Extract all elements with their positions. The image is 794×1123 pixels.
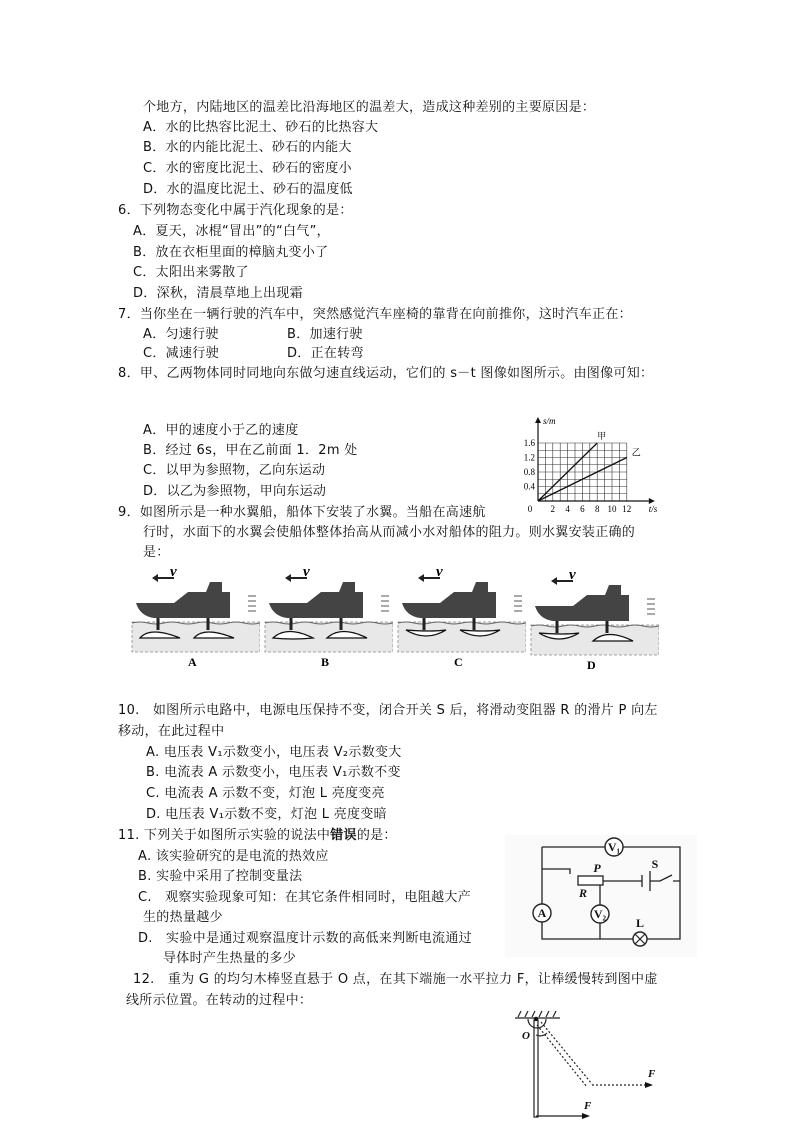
- q5-stem-continuation: 个地方，内陆地区的温差比沿海地区的温差大，造成这种差别的主要原因是：: [143, 100, 596, 115]
- q5-option-c: C．水的密度比泥土、砂石的密度小: [143, 161, 352, 176]
- lever-diagram: [470, 1005, 690, 1123]
- q9-stem: 9．如图所示是一种水翼船，船体下安装了水翼。当船在高速航: [118, 505, 486, 520]
- q9-stem-continuation: 行时，水面下的水翼会使船体整体抬高从而减小水对船体的阻力。则水翼安装正确的: [143, 525, 636, 540]
- x-axis-label: t/s: [648, 504, 658, 514]
- q11-option-c: C. 观察实验现象可知：在其它条件相同时，电阻越大产: [138, 890, 472, 905]
- q11-stem-emphasis: 错误: [330, 828, 357, 843]
- p-label: P: [593, 861, 601, 875]
- velocity-label: v: [436, 568, 443, 580]
- y-axis-arrow: [535, 417, 541, 423]
- q11-stem: [118, 827, 397, 845]
- q5-option-b: B．水的内能比泥土、砂石的内能大: [143, 140, 352, 155]
- q5-option-a: A．水的比热容比泥土、砂石的比热容大: [143, 120, 379, 135]
- x-tick-label: 2: [550, 504, 556, 514]
- q12-stem: 12. 重为 G 的均匀木棒竖直悬于 O 点，在其下端施一水平拉力 F，让棒缓慢转到图中虚: [133, 972, 658, 987]
- x-tick-label: 10: [607, 504, 617, 514]
- q10-option-c: C. 电流表 A 示数不变，灯泡 L 亮度变亮: [146, 786, 385, 801]
- velocity-label: v: [569, 571, 576, 583]
- q11-option-d: D. 实验中是通过观察温度计示数的高低来判断电流通过: [138, 931, 472, 946]
- y-tick-label: 0.4: [523, 481, 535, 492]
- q8-stem: 8．甲、乙两物体同时同地向东做匀速直线运动，它们的 s－t 图像如图所示。由图像可知：: [118, 366, 654, 381]
- q8-option-c: C．以甲为参照物，乙向东运动: [143, 463, 326, 478]
- f-label-dashed: F: [648, 1068, 656, 1080]
- q10-option-b: B. 电流表 A 示数变小，电压表 V₁示数不变: [146, 765, 401, 780]
- q6-option-d: D．深秋，清晨草地上出现霜: [133, 286, 303, 301]
- q5-option-d: D．水的温度比泥土、砂石的温度低: [143, 182, 353, 197]
- series-label-0: 甲: [597, 431, 607, 441]
- v2-label: V₂: [593, 907, 607, 921]
- r-label: R: [578, 886, 588, 900]
- y-tick-label: 1.6: [523, 438, 535, 448]
- q7-option-d: D．正在转弯: [287, 346, 364, 361]
- q8-option-d: D．以乙为参照物，甲向东运动: [143, 484, 327, 499]
- y-tick-label: 1.2: [523, 452, 535, 463]
- q10-stem-continuation: 移动，在此过程中: [118, 724, 225, 739]
- l-label: L: [635, 916, 645, 930]
- q8-option-a: A．甲的速度小于乙的速度: [143, 423, 299, 438]
- boat-label: D: [587, 658, 596, 672]
- velocity-label: v: [303, 568, 310, 580]
- q7-option-a: A．匀速行驶: [143, 327, 219, 342]
- q6-option-b: B．放在衣柜里面的樟脑丸变小了: [133, 245, 329, 260]
- q11-option-b: B. 实验中采用了控制变量法: [138, 869, 303, 884]
- q11-stem-post: 的是：: [356, 828, 397, 843]
- boat-label: C: [454, 655, 463, 669]
- q11-stem-pre: 11. 下列关于如图所示实验的说法中: [118, 828, 331, 843]
- f-label-bottom: F: [584, 1100, 592, 1112]
- q6-option-a: A．夏天，冰棍“冒出”的“白气”，: [133, 224, 330, 239]
- s-label: S: [651, 857, 659, 871]
- y-axis-label: s/m: [543, 416, 556, 426]
- boat-option-d: [529, 571, 659, 675]
- x-tick-label: 0: [527, 504, 533, 514]
- q9-stem-end: 是：: [143, 545, 170, 560]
- q10-option-d: D. 电压表 V₁示数不变，灯泡 L 亮度变暗: [146, 807, 387, 822]
- x-tick-label: 4: [565, 504, 570, 514]
- hydrofoil-boat-figure: [130, 568, 650, 672]
- q8-option-b: B．经过 6s，甲在乙前面 1．2m 处: [143, 443, 358, 458]
- q11-option-d-continuation: 导体时产生热量的多少: [163, 951, 297, 966]
- q6-stem: 6．下列物态变化中属于汽化现象的是：: [118, 203, 353, 218]
- v1-label: V₁: [607, 840, 621, 854]
- y-tick-label: 0.8: [523, 467, 535, 477]
- q10-stem: 10. 如图所示电路中，电源电压保持不变，闭合开关 S 后，将滑动变阻器 R 的滑片 P 向左: [118, 703, 658, 718]
- x-tick-label: 6: [580, 504, 585, 514]
- q11-option-c-continuation: 生的热量越少: [143, 910, 223, 925]
- boat-label: A: [188, 655, 197, 669]
- a-label: A: [537, 906, 547, 920]
- q10-option-a: A. 电压表 V₁示数变小，电压表 V₂示数变大: [146, 745, 402, 760]
- circuit-diagram: [505, 835, 697, 957]
- boat-option-a: [130, 568, 260, 672]
- s-t-chart: [515, 415, 675, 515]
- q11-option-a: A. 该实验研究的是电流的热效应: [138, 849, 329, 864]
- boat-option-b: [263, 568, 393, 672]
- q12-stem-continuation: 线所示位置。在转动的过程中：: [126, 993, 313, 1008]
- x-tick-label: 12: [622, 504, 632, 514]
- boat-label: B: [321, 655, 330, 669]
- series-label-1: 乙: [631, 447, 641, 458]
- boat-option-c: [396, 568, 526, 672]
- q6-option-c: C．太阳出来雾散了: [133, 265, 249, 280]
- q7-stem: 7．当你坐在一辆行驶的汽车中，突然感觉汽车座椅的靠背在向前推你，这时汽车正在：: [118, 307, 632, 322]
- q7-option-c: C．减速行驶: [143, 346, 219, 361]
- q7-option-b: B．加速行驶: [287, 327, 363, 342]
- o-label: O: [522, 1030, 530, 1042]
- velocity-label: v: [170, 568, 177, 580]
- x-tick-label: 8: [594, 504, 600, 514]
